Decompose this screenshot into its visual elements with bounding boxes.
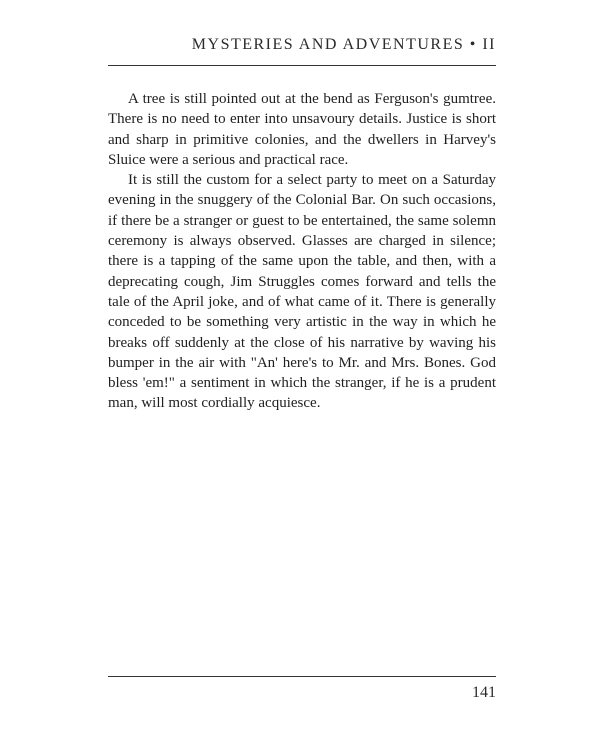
body-text — [108, 89, 496, 414]
running-header-title: MYSTERIES AND ADVENTURES • II — [191, 36, 496, 53]
paragraph-2: It is still the custom for a select party to meet on a Saturday evening in the snuggery of the Colonial Bar. On such occasions, if there be a stranger or guest to be entertained, the same solemn ceremony is always observed. Glasses are charged in silence; there is a tapping of the same upon the table, and then, with a deprecating cough, Jim Struggles comes forward and tells the tale of the April joke, and of what came of it. There is generally conceded to be something very artistic in the way in which he breaks off suddenly at the close of his narrative by waving his bumper in the air with "An' here's to Mr. and Mrs. Bones. God bless 'em!" a sentiment in which the stranger, if he is a prudent man, will most cordially acquiesce. — [108, 172, 496, 412]
header-rule — [108, 65, 496, 66]
page-number: 141 — [472, 684, 496, 701]
footer-rule — [108, 676, 496, 677]
paragraph-1: A tree is still pointed out at the bend as Ferguson's gumtree. There is no need to enter into unsavoury details. Justice is short and sharp in primitive colonies, and the dwellers in Harvey's Sluice were a serious and practical race. — [108, 91, 496, 168]
